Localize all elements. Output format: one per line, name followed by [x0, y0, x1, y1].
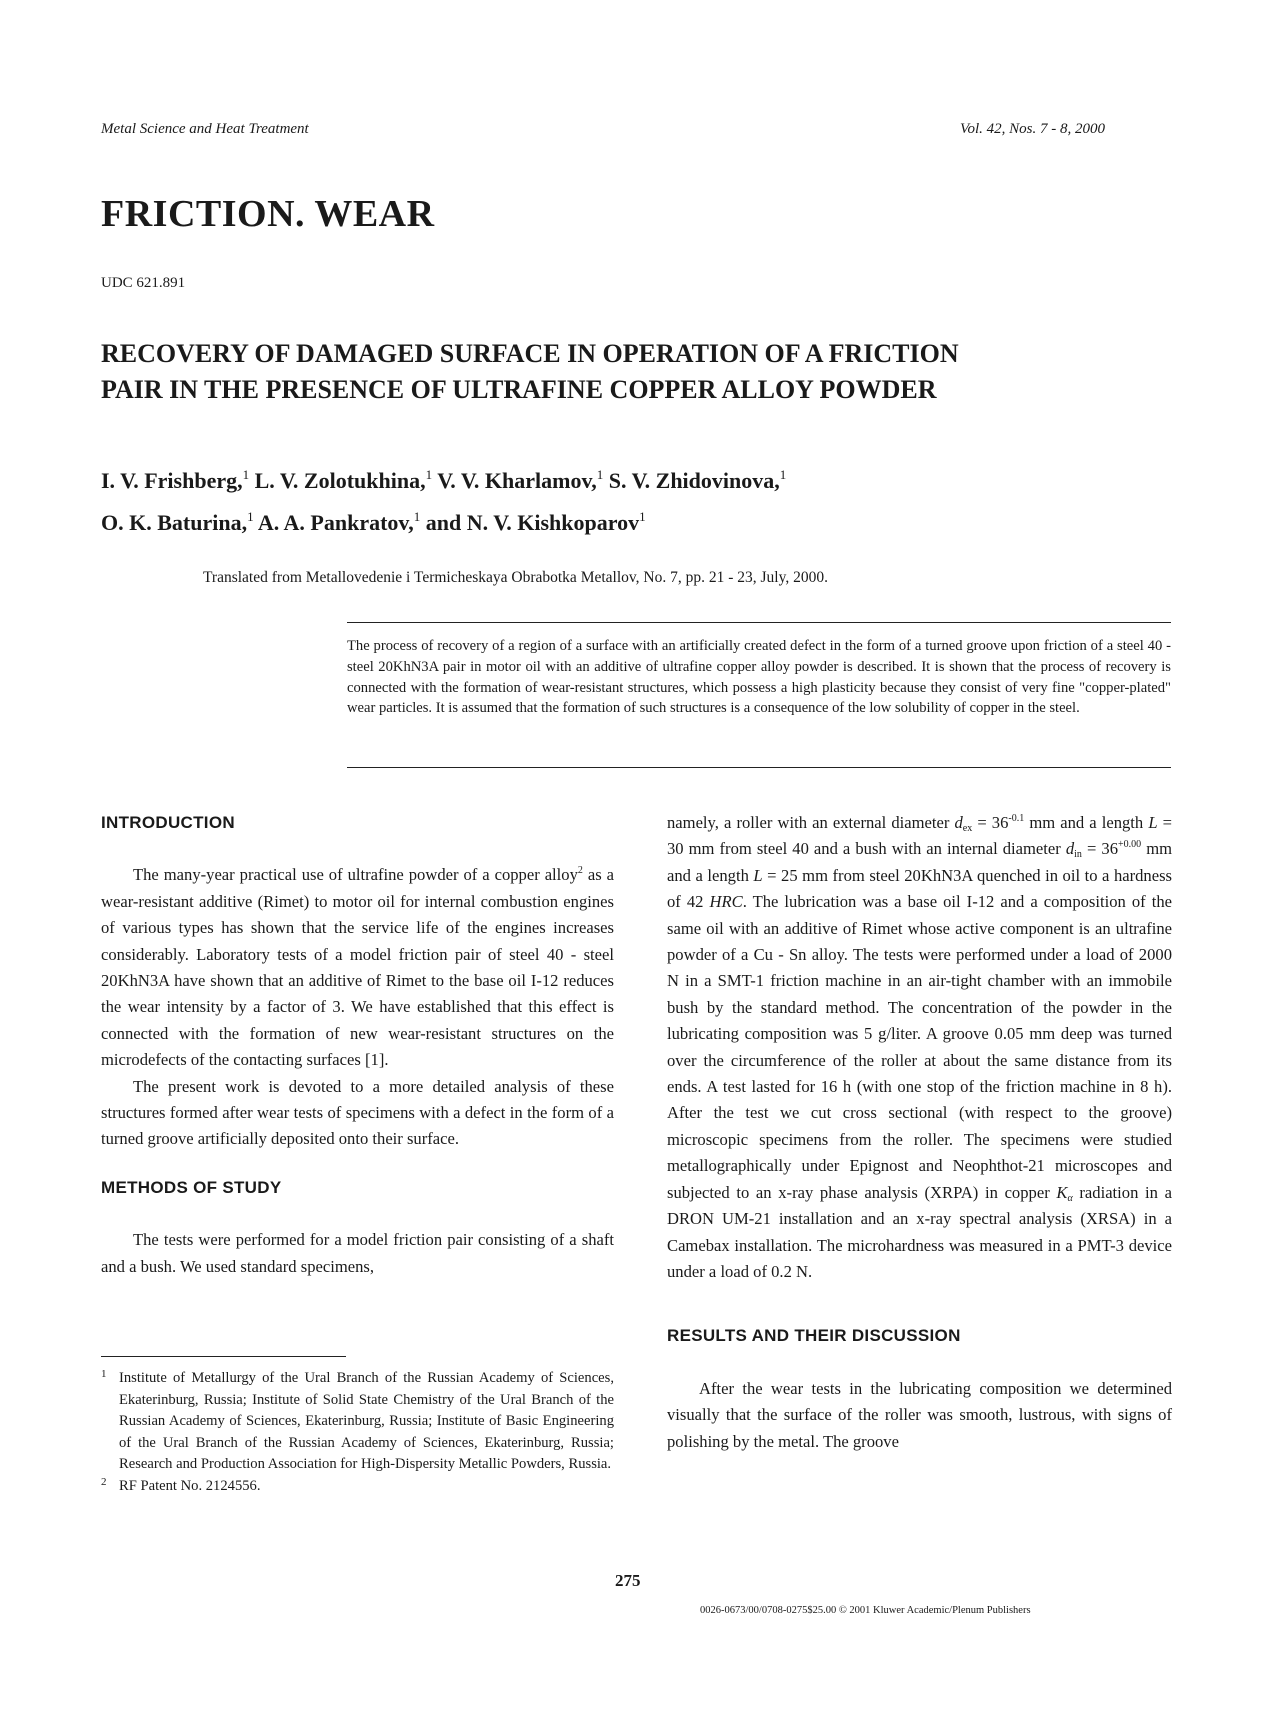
subscript-alpha: α	[1067, 1192, 1073, 1204]
introduction-paragraph-2: The present work is devoted to a more detailed analysis of these structures formed after wear tests of specimens with a defect in the form of a turned groove artificially deposited onto their surface.	[101, 1076, 614, 1149]
author-name: I. V. Frishberg,	[101, 468, 243, 493]
affiliation-mark: 1	[639, 509, 646, 524]
footnote-number: 1	[101, 1368, 107, 1380]
symbol-L: L	[753, 865, 763, 885]
affiliation-mark: 1	[247, 509, 254, 524]
running-header-journal: Metal Science and Heat Treatment	[101, 121, 309, 137]
article-title-line-1: RECOVERY OF DAMAGED SURFACE IN OPERATION OF A FRICTION	[101, 339, 959, 368]
text-run: = 36	[972, 813, 1009, 832]
footnote-rule	[101, 1356, 346, 1357]
footnote-ref: 2	[577, 865, 583, 877]
methods-heading: METHODS OF STUDY	[101, 1177, 282, 1197]
introduction-paragraph-1	[101, 862, 614, 1073]
symbol-L: L	[1148, 813, 1158, 832]
text-run: = 36	[1081, 839, 1118, 859]
article-title	[101, 336, 1181, 408]
footnote-text: RF Patent No. 2124556.	[119, 1477, 261, 1494]
footnote-number: 2	[101, 1475, 107, 1488]
section-title: FRICTION. WEAR	[101, 193, 435, 235]
author-line-2	[101, 499, 1181, 541]
abstract-bottom-rule	[347, 767, 1171, 768]
text-run: mm and a length	[667, 839, 1173, 885]
text-run: namely, a roller with an external diameter	[667, 813, 955, 832]
subscript: ex	[962, 823, 973, 834]
text-run: The many-year practical use of ultrafine powder of a copper alloy	[133, 865, 578, 885]
text-run: . The lubrication was a base oil I-12 and a composition of the same oil with an additive of Rimet whose active component is an ultrafine powder of a Cu - Sn alloy. The tests were performed under a load of 2000 N in a SMT-1 friction machine in an air-tight chamber with an immobile bush by the standard method. The concentration of the powder in the lubricating composition was 5 g/liter. A groove 0.05 mm deep was turned over the circumference of the roller at about the same distance from its ends. A test lasted for 16 h (with one stop of the friction machine in 8 h). After the test we cut cross sectional (with respect to the groove) microscopic specimens from the roller. The specimens were studied metallographically under Epignost and Neophthot-21 microscopes and subjected to an x-ray phase analysis (XRPA) in copper	[667, 892, 1172, 1202]
text-run: as a wear-resistant additive (Rimet) to motor oil for internal combustion engines of various types has shown that the service life of the engines increases considerably. Laboratory tests of a model friction pair of steel 40 - steel 20KhN3A have shown that an additive of Rimet to the base oil I-12 reduces the wear intensity by a factor of 3. We have established that this effect is connected with the formation of new wear-resistant structures on the microdefects of the contacting surfaces [1].	[101, 865, 614, 1070]
text-run: radiation in a DRON UM-21 installation and an x-ray spectral analysis (XRSA) in a Camebax installation. The microhardness was measured in a PMT-3 device under a load of 0.2 N.	[667, 1182, 1172, 1281]
footnote-2	[101, 1476, 614, 1498]
tolerance: +0.00	[1118, 839, 1142, 851]
text-run: = 30 mm from steel 40 and a bush with an internal diameter	[667, 813, 1172, 859]
author-name: V. V. Kharlamov,	[437, 468, 597, 493]
author-name: S. V. Zhidovinova,	[608, 468, 780, 493]
footnote-text: Institute of Metallurgy of the Ural Branch of the Russian Academy of Sciences, Ekaterinburg, Russia; Institute of Solid State Chemistry of the Ural Branch of the Russian Academy of Sciences, Ekaterinburg, Russia; Institute of Basic Engineering of the Ural Branch of the Russian Academy of Sciences, Ekaterinburg, Russia; Research and Production Association for High-Dispersity Metallic Powders, Russia.	[119, 1370, 614, 1472]
symbol-K: K	[1056, 1182, 1068, 1202]
footnote-1	[101, 1368, 614, 1476]
copyright-line: 0026-0673/00/0708-0275$25.00 © 2001 Kluwer Academic/Plenum Publishers	[700, 1605, 1031, 1616]
translation-note: Translated from Metallovedenie i Termicheskaya Obrabotka Metallov, No. 7, pp. 21 - 23, July, 2000.	[203, 569, 828, 586]
symbol-d: d	[954, 813, 963, 832]
author-name: L. V. Zolotukhina,	[254, 468, 426, 493]
page-number: 275	[615, 1571, 641, 1590]
left-column	[101, 810, 614, 1280]
introduction-heading: INTRODUCTION	[101, 813, 235, 832]
affiliation-mark: 1	[425, 467, 433, 482]
results-heading: RESULTS AND THEIR DISCUSSION	[667, 1326, 961, 1346]
author-name: A. A. Pankratov,	[257, 510, 414, 535]
affiliation-mark: 1	[596, 467, 604, 482]
affiliation-mark: 1	[413, 509, 421, 524]
running-header-volume: Vol. 42, Nos. 7 - 8, 2000	[960, 121, 1106, 137]
text-run: = 25 mm from steel 20KhN3A quenched in oil to a hardness of 42	[667, 865, 1173, 912]
author-name: and N. V. Kishkoparov	[425, 510, 640, 535]
subscript: in	[1074, 849, 1082, 861]
article-title-line-2: PAIR IN THE PRESENCE OF ULTRAFINE COPPER ALLOY POWDER	[101, 375, 937, 404]
methods-paragraph-1: The tests were performed for a model friction pair consisting of a shaft and a bush. We used standard specimens,	[101, 1230, 614, 1276]
abstract: The process of recovery of a region of a surface with an artificially created defect in the form of a turned groove upon friction of a steel 40 - steel 20KhN3A pair in motor oil with an additive of ultrafine copper alloy powder is described. It is shown that the process of recovery is connected with the formation of wear-resistant structures, which possess a high plasticity because they consist of very fine "copper-plated" wear particles. It is assumed that the formation of such structures is a consequence of the low solubility of copper in the steel.	[347, 638, 1171, 717]
results-paragraph-1: After the wear tests in the lubricating composition we determined visually that the surface of the roller was smooth, lustrous, with signs of polishing by the metal. The groove	[667, 1378, 1172, 1451]
udc-code: UDC 621.891	[101, 275, 186, 291]
symbol-d: d	[1065, 839, 1075, 859]
abstract-top-rule	[347, 622, 1171, 623]
tolerance: -0.1	[1008, 813, 1025, 824]
text-run: mm and a length	[1024, 813, 1149, 832]
right-column	[667, 810, 1172, 1455]
author-line-1	[101, 457, 1181, 499]
author-list	[101, 457, 1181, 541]
methods-paragraph-continued	[667, 810, 1172, 1285]
hardness-unit: HRC	[709, 892, 743, 912]
affiliation-mark: 1	[779, 467, 787, 482]
affiliation-mark: 1	[242, 467, 250, 482]
author-name: O. K. Baturina,	[101, 510, 248, 535]
footnotes	[101, 1368, 614, 1497]
